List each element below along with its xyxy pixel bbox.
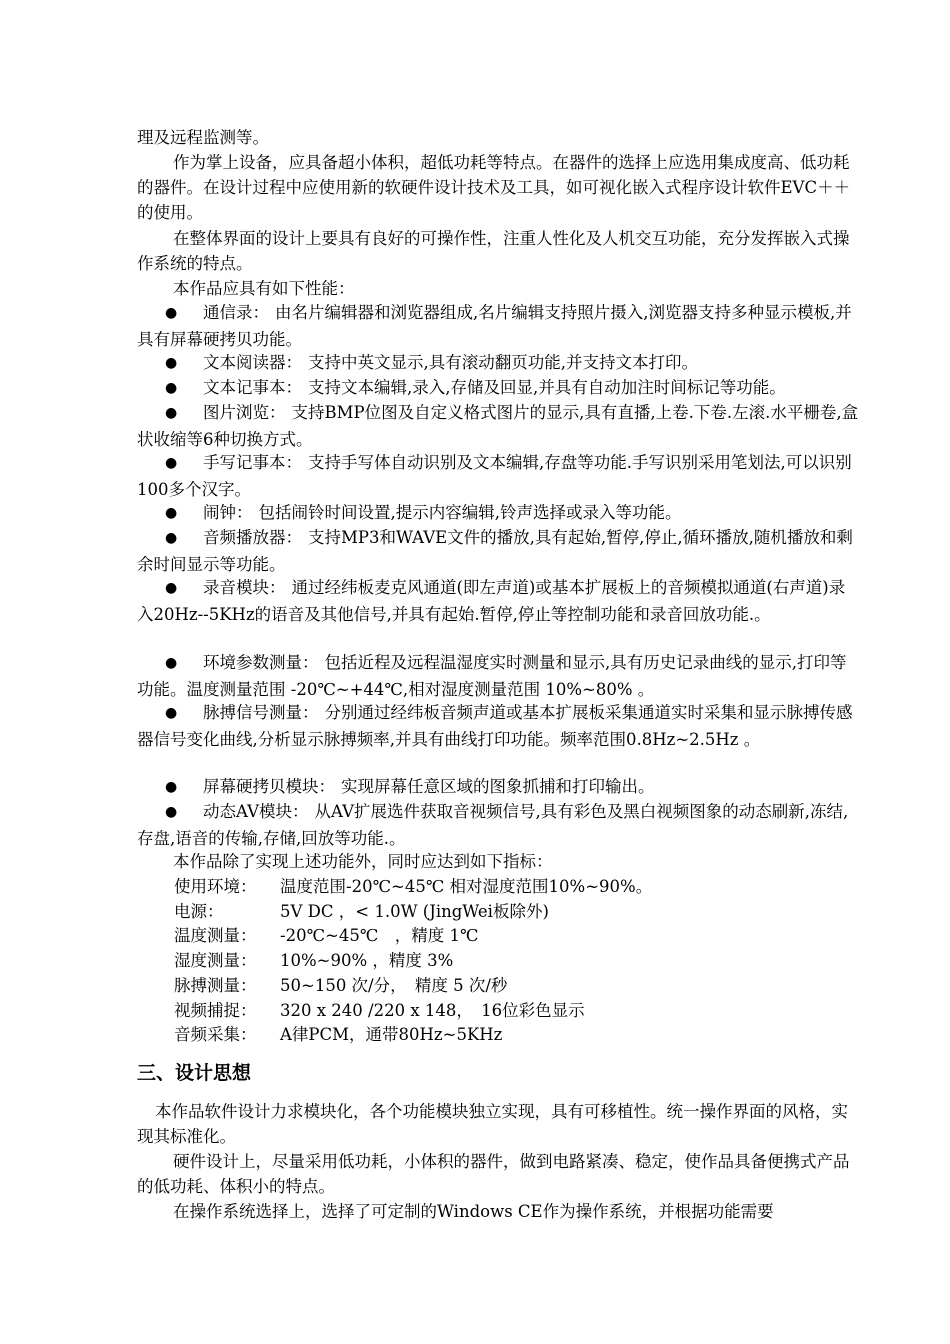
feature-text: 包括近程及远程温湿度实时测量和显示,具有历史记录曲线的显示,打印等功能。温度测量范围 -20℃~+44℃,相对湿度测量范围 10%~80% 。 <box>137 653 847 699</box>
feature-item <box>137 375 861 402</box>
bullet-icon: ● <box>165 705 178 721</box>
spec-value: A律PCM，通带80Hz~5KHz <box>280 1025 503 1044</box>
bullet-icon: ● <box>165 305 178 321</box>
feature-item <box>137 700 861 752</box>
spec-row <box>174 973 507 998</box>
bullet-icon: ● <box>165 655 178 671</box>
feature-item <box>137 525 861 577</box>
spec-key: 湿度测量： <box>174 951 257 970</box>
spec-value: 10%~90% ，精度 3% <box>280 951 454 970</box>
spec-key: 脉搏测量： <box>174 976 257 995</box>
spec-key: 温度测量： <box>174 926 257 945</box>
spec-key: 使用环境： <box>174 877 257 896</box>
paragraph-device: 作为掌上设备，应具备超小体积，超低功耗等特点。在器件的选择上应选用集成度高、低功耗的器件。在设计过程中应使用新的软硬件设计技术及工具，如可视化嵌入式程序设计软件EVC＋＋的使用。 <box>137 153 851 222</box>
feature-text: 支持中英文显示,具有滚动翻页功能,并支持文本打印。 <box>308 353 698 372</box>
bullet-icon: ● <box>165 580 178 596</box>
feature-text: 支持MP3和WAVE文件的播放,具有起始,暂停,停止,循环播放,随机播放和剩余时间显示等功能。 <box>137 528 853 574</box>
bullet-icon: ● <box>165 505 178 521</box>
spec-row <box>174 923 479 948</box>
paragraph-design-1: 本作品软件设计力求模块化，各个功能模块独立实现，具有可移植性。统一操作界面的风格，实现其标准化。 <box>137 1102 848 1146</box>
feature-item <box>137 450 861 502</box>
feature-label: 屏幕硬拷贝模块： <box>203 777 335 796</box>
feature-text: 包括闹铃时间设置,提示内容编辑,铃声选择或录入等功能。 <box>258 503 682 522</box>
feature-text: 从AV扩展选件获取音视频信号,具有彩色及黑白视频图象的动态刷新,冻结,存盘,语音的传输,存储,回放等功能.。 <box>137 802 849 848</box>
spec-value: 320 x 240 /220 x 148， 16位彩色显示 <box>280 1001 585 1020</box>
spec-row <box>174 1022 502 1047</box>
feature-label: 录音模块： <box>203 578 286 597</box>
feature-label: 动态AV模块： <box>203 802 309 821</box>
feature-label: 图片浏览： <box>203 403 286 422</box>
spec-value: -20℃~45℃ ，精度 1℃ <box>280 926 479 945</box>
feature-text: 支持手写体自动识别及文本编辑,存盘等功能.手写识别采用笔划法,可以识别100多个汉字。 <box>137 453 852 499</box>
feature-item <box>137 350 861 377</box>
feature-label: 手写记事本： <box>203 453 302 472</box>
feature-label: 闹钟： <box>203 503 253 522</box>
paragraph-specs-intro: 本作品除了实现上述功能外，同时应达到如下指标： <box>173 852 553 871</box>
feature-item <box>137 774 861 801</box>
spec-row <box>174 874 652 899</box>
paragraph-ui: 在整体界面的设计上要具有良好的可操作性，注重人性化及人机交互功能，充分发挥嵌入式操作系统的特点。 <box>137 229 850 273</box>
paragraph-design-3: 在操作系统选择上，选择了可定制的Windows CE作为操作系统，并根据功能需要 <box>173 1202 774 1221</box>
feature-item <box>137 300 861 352</box>
spec-row <box>174 998 585 1023</box>
bullet-icon: ● <box>165 380 178 396</box>
feature-item <box>137 500 861 527</box>
section-heading: 三、设计思想 <box>137 1062 252 1084</box>
feature-label: 通信录： <box>203 303 269 322</box>
feature-item <box>137 799 861 851</box>
paragraph-top: 理及远程监测等。 <box>137 128 269 147</box>
spec-value: 5V DC ，< 1.0W (JingWei板除外) <box>280 902 549 921</box>
spec-key: 音频采集： <box>174 1025 257 1044</box>
bullet-icon: ● <box>165 405 178 421</box>
feature-label: 脉搏信号测量： <box>203 703 319 722</box>
paragraph-design-2: 硬件设计上，尽量采用低功耗，小体积的器件，做到电路紧凑、稳定，使作品具备便携式产品的低功耗、体积小的特点。 <box>137 1152 850 1196</box>
bullet-icon: ● <box>165 530 178 546</box>
feature-text: 实现屏幕任意区域的图象抓捕和打印输出。 <box>341 777 655 796</box>
feature-item <box>137 575 861 627</box>
spec-key: 视频捕捉： <box>174 1001 257 1020</box>
feature-item <box>137 400 861 452</box>
feature-text: 分别通过经纬板音频声道或基本扩展板采集通道实时采集和显示脉搏传感器信号变化曲线,分析显示脉搏频率,并具有曲线打印功能。频率范围0.8Hz~2.5Hz 。 <box>137 703 853 749</box>
feature-label: 文本记事本： <box>203 378 302 397</box>
spec-value: 50~150 次/分， 精度 5 次/秒 <box>280 976 508 995</box>
bullet-icon: ● <box>165 355 178 371</box>
spec-key: 电源： <box>174 902 224 921</box>
feature-item <box>137 650 861 702</box>
feature-label: 音频播放器： <box>203 528 302 547</box>
spec-row <box>174 899 549 924</box>
spec-row <box>174 948 453 973</box>
bullet-icon: ● <box>165 779 178 795</box>
feature-text: 支持BMP位图及自定义格式图片的显示,具有直播,上卷.下卷.左滚.水平栅卷,盒状收缩等6种切换方式。 <box>137 403 859 449</box>
feature-label: 文本阅读器： <box>203 353 302 372</box>
feature-text: 支持文本编辑,录入,存储及回显,并具有自动加注时间标记等功能。 <box>308 378 786 397</box>
bullet-icon: ● <box>165 804 178 820</box>
bullet-icon: ● <box>165 455 178 471</box>
feature-label: 环境参数测量： <box>203 653 319 672</box>
spec-value: 温度范围-20℃~45℃ 相对湿度范围10%~90%。 <box>280 877 653 896</box>
feature-text: 由名片编辑器和浏览器组成,名片编辑支持照片摄入,浏览器支持多种显示模板,并具有屏幕硬拷贝功能。 <box>137 303 852 349</box>
feature-text: 通过经纬板麦克风通道(即左声道)或基本扩展板上的音频模拟通道(右声道)录入20Hz--5KHz的语音及其他信号,并具有起始.暂停,停止等控制功能和录音回放功能.。 <box>137 578 846 624</box>
paragraph-features-intro: 本作品应具有如下性能： <box>173 279 355 298</box>
